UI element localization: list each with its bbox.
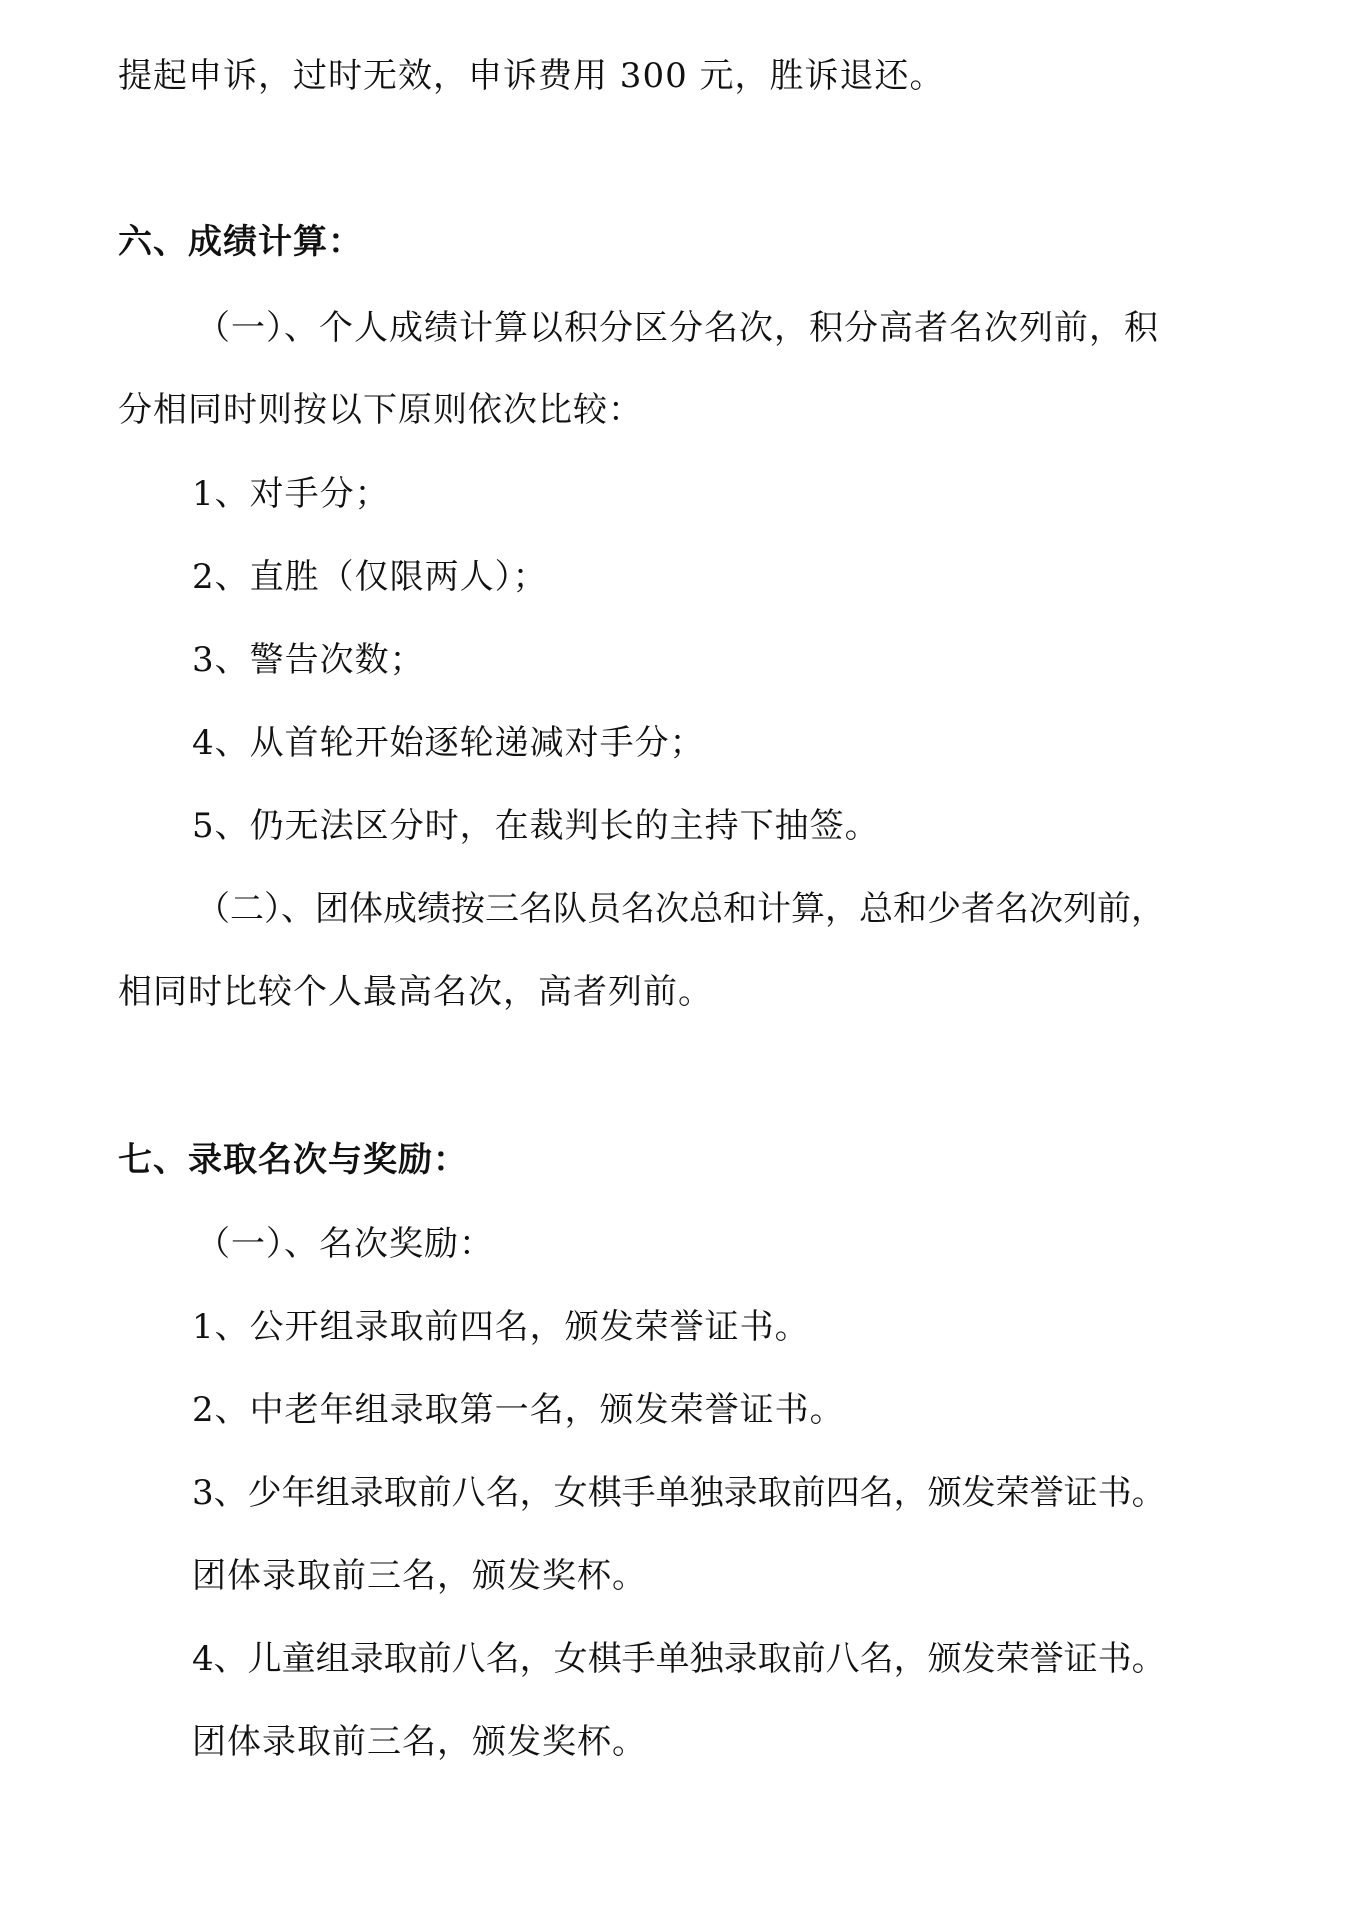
list-item-award-youth-team: 团体录取前三名，颁发奖杯。: [192, 1556, 647, 1596]
paragraph-line-team-score: （二）、团体成绩按三名队员名次总和计算，总和少者名次列前，: [196, 889, 1165, 929]
section-heading-score-calculation: 六、成绩计算：: [118, 222, 363, 262]
list-item-tiebreak-3: 3、警告次数；: [192, 640, 425, 680]
list-item-award-children-team: 团体录取前三名，颁发奖杯。: [192, 1722, 647, 1762]
subsection-heading-ranking-awards: （一）、名次奖励：: [196, 1224, 494, 1264]
list-item-tiebreak-2: 2、直胜（仅限两人）；: [192, 557, 548, 597]
list-item-award-youth-group: 3、少年组录取前八名，女棋手单独录取前四名，颁发荣誉证书。: [192, 1473, 1166, 1513]
list-item-tiebreak-1: 1、对手分；: [192, 474, 390, 514]
list-item-award-open-group: 1、公开组录取前四名，颁发荣誉证书。: [192, 1307, 810, 1347]
list-item-award-senior-group: 2、中老年组录取第一名，颁发荣誉证书。: [192, 1390, 845, 1430]
paragraph-line-team-tiebreak: 相同时比较个人最高名次，高者列前。: [118, 972, 713, 1012]
section-heading-awards: 七、录取名次与奖励：: [118, 1140, 468, 1180]
paragraph-line-tiebreak-intro: 分相同时则按以下原则依次比较：: [118, 390, 643, 430]
paragraph-line-appeal-fee: 提起申诉，过时无效，申诉费用 300 元，胜诉退还。: [118, 56, 945, 96]
list-item-tiebreak-5: 5、仍无法区分时，在裁判长的主持下抽签。: [192, 806, 880, 846]
list-item-tiebreak-4: 4、从首轮开始逐轮递减对手分；: [192, 723, 705, 763]
paragraph-line-individual-score: （一）、个人成绩计算以积分区分名次，积分高者名次列前，积: [196, 308, 1159, 348]
list-item-award-children-group: 4、儿童组录取前八名，女棋手单独录取前八名，颁发荣誉证书。: [192, 1639, 1166, 1679]
